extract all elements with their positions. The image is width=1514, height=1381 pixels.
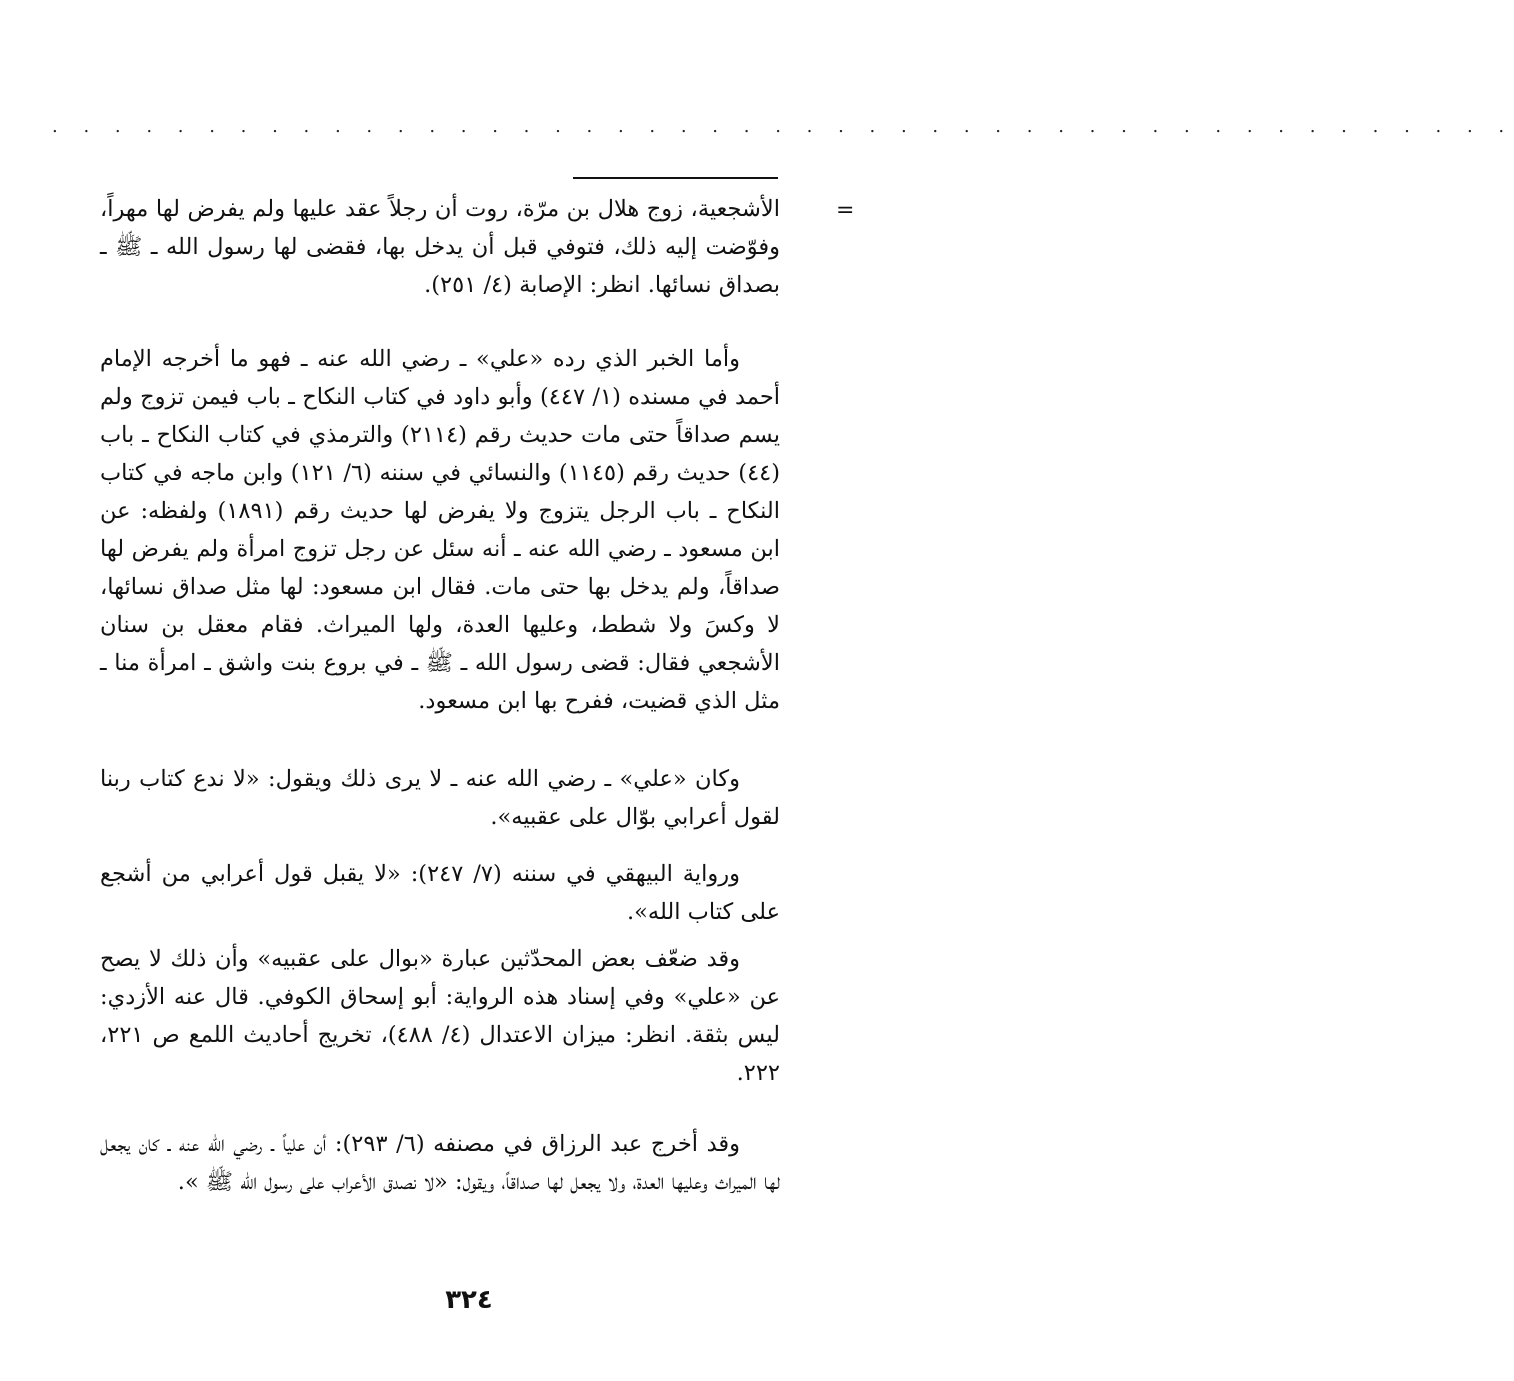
body-paragraph: ورواية البيهقي في سننه (٧/ ٢٤٧): «لا يقبل قول أعرابي من أشجع على كتاب الله». [100,861,780,925]
body-paragraph: وقد أخرج عبد الرزاق في مصنفه (٦/ ٢٩٣): أن علياً ـ رضي الله عنه ـ كان يجعل لها الميراث وعليها العدة، ولا يجعل لها صداقاً، ويقول: «لا نصدق الأعراب على رسول الله ﷺ ». [100,1131,780,1195]
body-paragraph: وقد ضعّف بعض المحدّثين عبارة «بوال على عقبيه» وأن ذلك لا يصح عن «علي» وفي إسناد هذه الرواية: أبو إسحاق الكوفي. قال عنه الأزدي: ليس بثقة. انظر: ميزان الاعتدال (٤/ ٤٨٨)، تخريج أحاديث اللمع ص ٢٢١، ٢٢٢. [100,946,780,1086]
footnote-continuation-marker: = [836,198,855,223]
page-number: ٣٢٤ [445,1285,493,1315]
body-paragraph: وأما الخبر الذي رده «علي» ـ رضي الله عنه ـ فهو ما أخرجه الإمام أحمد في مسنده (١/ ٤٤٧) وأبو داود في كتاب النكاح ـ باب فيمن تزوج ولم يسم صداقاً حتى مات حديث رقم (٢١١٤) والترمذي في كتاب النكاح ـ باب (٤٤) حديث رقم (١١٤٥) والنسائي في سننه (٦/ ١٢١) وابن ماجه في كتاب النكاح ـ باب الرجل يتزوج ولا يفرض لها حديث رقم (١٨٩١) ولفظه: عن ابن مسعود ـ رضي الله عنه ـ أنه سئل عن رجل تزوج امرأة ولم يفرض لها صداقاً، ولم يدخل بها حتى مات. فقال ابن مسعود: لها مثل صداق نسائها، لا وكسَ ولا شطط، وعليها العدة، ولها الميراث. فقام معقل بن سنان الأشجعي فقال: قضى رسول الله ـ ﷺ ـ في بروع بنت واشق ـ امرأة منا ـ مثل الذي قضيت، ففرح بها ابن مسعود. [100,346,781,714]
body-paragraph: وكان «علي» ـ رضي الله عنه ـ لا يرى ذلك ويقول: «لا ندع كتاب ربنا لقول أعرابي بوّال على عقبيه». [100,766,780,830]
footnote-rule [573,177,778,179]
footnote-paragraph: الأشجعية، زوج هلال بن مرّة، روت أن رجلاً عقد عليها ولم يفرض لها مهراً، وفوّضت إليه ذلك، فتوفي قبل أن يدخل بها، فقضى لها رسول الله ـ ﷺ ـ بصداق نسائها. انظر: الإصابة (٤/ ٢٥١). [100,196,780,298]
footnote-separator-dots: . . . . . . . . . . . . . . . . . . . . . . . . . . . . . . . . . . . . . . . . . . . . . . . [52,116,1514,137]
